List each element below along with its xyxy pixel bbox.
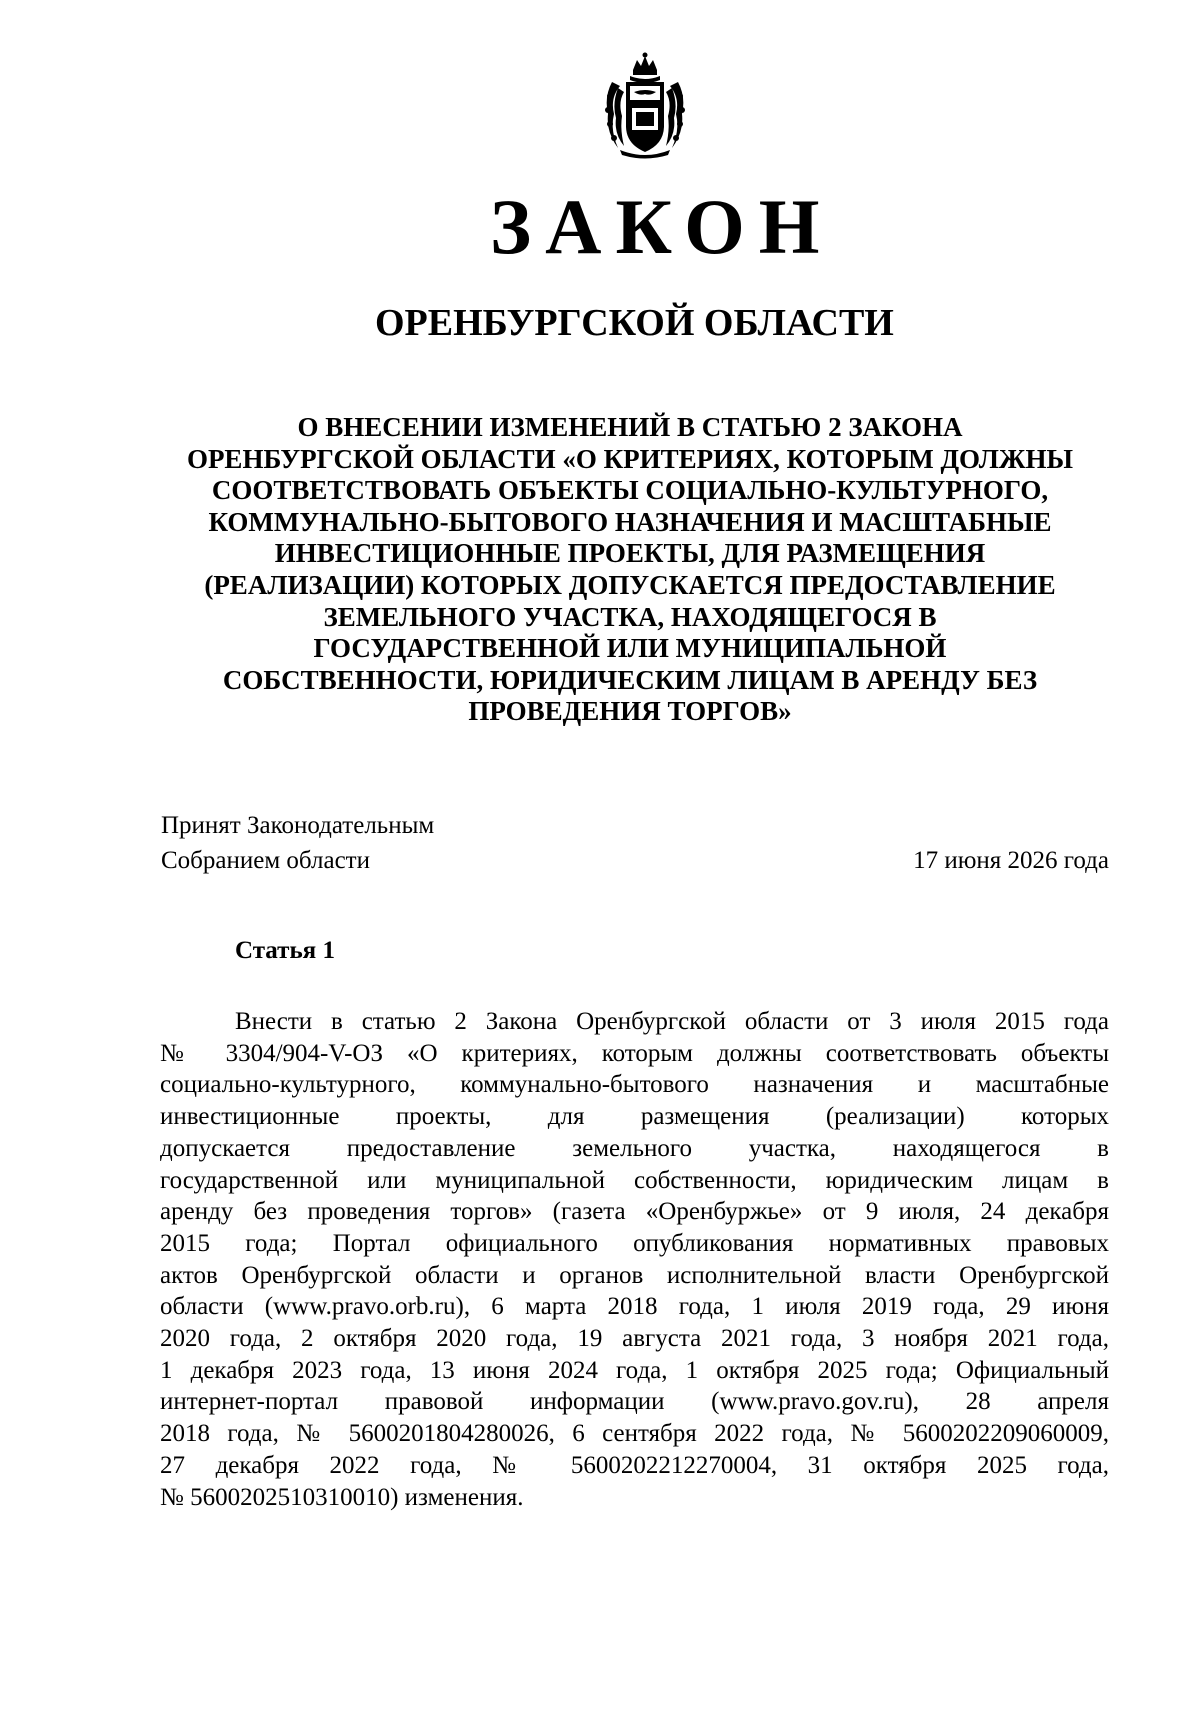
body-line: допускается предоставление земельного участка, находящегося в [160,1134,1109,1162]
body-line: интернет-портал правовой информации (www.pravo.gov.ru), 28 апреля [160,1388,1109,1416]
subject-line: ОРЕНБУРГСКОЙ ОБЛАСТИ «О КРИТЕРИЯХ, КОТОРЫМ ДОЛЖНЫ [186,443,1074,474]
subject-line: ЗЕМЕЛЬНОГО УЧАСТКА, НАХОДЯЩЕГОСЯ В [323,601,937,632]
coat-of-arms-icon [600,52,690,160]
body-line: социально-культурного, коммунально-бытового назначения и масштабные [160,1071,1109,1099]
body-line: 1 декабря 2023 года, 13 июня 2024 года, 1 октября 2025 года; Официальный [160,1356,1109,1384]
body-line: государственной или муниципальной собственности, юридическим лицам в [160,1166,1109,1194]
article-heading: Статья 1 [235,937,335,964]
subject-line: СООТВЕТСТВОВАТЬ ОБЪЕКТЫ СОЦИАЛЬНО-КУЛЬТУРНОГО, [211,475,1049,506]
body-line: 2018 года, № 5600201804280026, 6 сентября 2022 года, № 5600202209060009, [160,1420,1109,1448]
adoption-date: 17 июня 2026 года [913,847,1109,874]
subject-line: ИНВЕСТИЦИОННЫЕ ПРОЕКТЫ, ДЛЯ РАЗМЕЩЕНИЯ [274,538,986,569]
region-title: ОРЕНБУРГСКОЙ ОБЛАСТИ [375,302,894,344]
adoption-line: Собранием области [161,847,370,874]
subject-line: КОММУНАЛЬНО-БЫТОВОГО НАЗНАЧЕНИЯ И МАСШТАБНЫЕ [208,506,1052,537]
subject-line: ГОСУДАРСТВЕННОЙ ИЛИ МУНИЦИПАЛЬНОЙ [313,633,947,664]
body-line: аренду без проведения торгов» (газета «Оренбуржье» от 9 июля, 24 декабря [160,1198,1109,1226]
adoption-line: Принят Законодательным [161,812,435,839]
subject-line: О ВНЕСЕНИИ ИЗМЕНЕНИЙ В СТАТЬЮ 2 ЗАКОНА [297,412,963,442]
body-line: актов Оренбургской области и органов исполнительной власти Оренбургской [160,1261,1109,1289]
subject-line: ПРОВЕДЕНИЯ ТОРГОВ» [468,696,792,727]
body-line: инвестиционные проекты, для размещения (реализации) которых [160,1103,1109,1131]
subject-line: (РЕАЛИЗАЦИИ) КОТОРЫХ ДОПУСКАЕТСЯ ПРЕДОСТАВЛЕНИЕ [204,569,1056,600]
body-line: Внести в статью 2 Закона Оренбургской области от 3 июля 2015 года [235,1008,1109,1035]
body-line: № 3304/904-V-ОЗ «О критериях, которым должны соответствовать объекты [160,1039,1109,1067]
body-line: 2015 года; Портал официального опубликования нормативных правовых [160,1229,1109,1257]
body-line: области (www.pravo.orb.ru), 6 марта 2018 года, 1 июля 2019 года, 29 июня [160,1293,1109,1321]
law-subject-heading [150,412,1110,728]
subject-line: СОБСТВЕННОСТИ, ЮРИДИЧЕСКИМ ЛИЦАМ В АРЕНДУ БЕЗ [222,664,1038,695]
article-body [160,1006,1109,1513]
body-line: 27 декабря 2022 года, № 5600202212270004, 31 октября 2025 года, [160,1451,1109,1479]
adoption-block [161,808,434,878]
law-title: ЗАКОН [490,183,834,270]
body-line: № 5600202510310010) изменения. [160,1483,524,1511]
body-line: 2020 года, 2 октября 2020 года, 19 августа 2021 года, 3 ноября 2021 года, [160,1325,1109,1353]
